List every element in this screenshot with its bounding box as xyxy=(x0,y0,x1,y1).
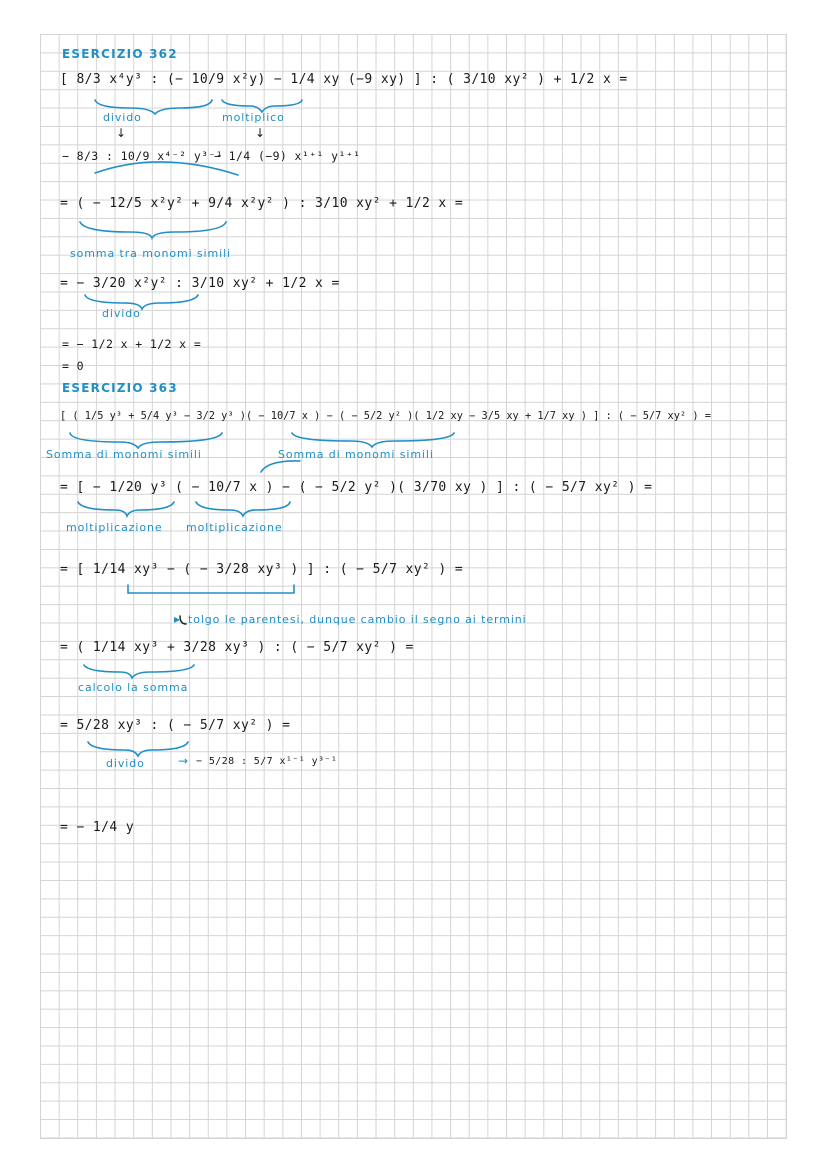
note-somma-simili-2: Somma di monomi simili xyxy=(278,448,434,461)
note-moltiplicazione-1: moltiplicazione xyxy=(66,521,163,534)
note-moltiplicazione-2: moltiplicazione xyxy=(186,521,283,534)
step-363-brackets: = [ 1/14 xy³ − ( − 3/28 xy³ ) ] : ( − 5/7 xy² ) = xyxy=(60,562,464,577)
exercise-362-title: ESERCIZIO 362 xyxy=(62,47,178,61)
exercise-363-expression: [ ( 1/5 y³ + 5/4 y³ − 3/2 y³ )( − 10/7 x ) − ( − 5/2 y² )( 1/2 xy − 3/5 xy + 1/7 xy ) ] : ( − 5/7 xy² ) = xyxy=(60,410,711,422)
step-362-result: = 0 xyxy=(62,359,84,373)
exercise-362-expression: [ 8/3 x⁴y³ : (− 10/9 x²y) − 1/4 xy (−9 xy) ] : ( 3/10 xy² ) + 1/2 x = xyxy=(60,72,628,87)
arrow-down-icon: ↓ xyxy=(116,126,127,140)
step-363-divide: = 5/28 xy³ : ( − 5/7 xy² ) = xyxy=(60,718,291,733)
note-tolgo-parentesi: tolgo le parentesi, dunque cambio il segno ai termini xyxy=(188,613,527,626)
step-362-divide: = − 3/20 x²y² : 3/10 xy² + 1/2 x = xyxy=(60,276,340,291)
note-moltiplico: moltiplico xyxy=(222,111,285,124)
step-362-sum: = ( − 12/5 x²y² + 9/4 x²y² ) : 3/10 xy² + 1/2 x = xyxy=(60,196,464,211)
note-calcolo-somma: calcolo la somma xyxy=(78,681,189,694)
arrow-right-icon: ▸ xyxy=(174,612,181,626)
arrow-down-icon: ↓ xyxy=(255,126,266,140)
note-divido-2: divido xyxy=(102,307,141,320)
note-somma-simili-1: Somma di monomi simili xyxy=(46,448,202,461)
step-multiplication-detail: − 1/4 (−9) x¹⁺¹ y¹⁺¹ xyxy=(214,149,361,163)
step-363-multiply: = [ − 1/20 y³ ( − 10/7 x ) − ( − 5/2 y² )( 3/70 xy ) ] : ( − 5/7 xy² ) = xyxy=(60,480,653,495)
note-divido-3: divido xyxy=(106,757,145,770)
step-division-detail: − 8/3 : 10/9 x⁴⁻² y³⁻¹ xyxy=(62,149,224,163)
step-362-partial: = − 1/2 x + 1/2 x = xyxy=(62,337,202,351)
step-363-division-detail: − 5/28 : 5/7 x¹⁻¹ y³⁻¹ xyxy=(196,756,338,767)
exercise-363-title: ESERCIZIO 363 xyxy=(62,381,178,395)
note-divido-1: divido xyxy=(103,111,142,124)
step-363-sum: = ( 1/14 xy³ + 3/28 xy³ ) : ( − 5/7 xy² ) = xyxy=(60,640,414,655)
note-somma-simili: somma tra monomi simili xyxy=(70,247,231,260)
step-363-result: = − 1/4 y xyxy=(60,820,135,835)
arrow-right-icon: → xyxy=(178,754,189,768)
